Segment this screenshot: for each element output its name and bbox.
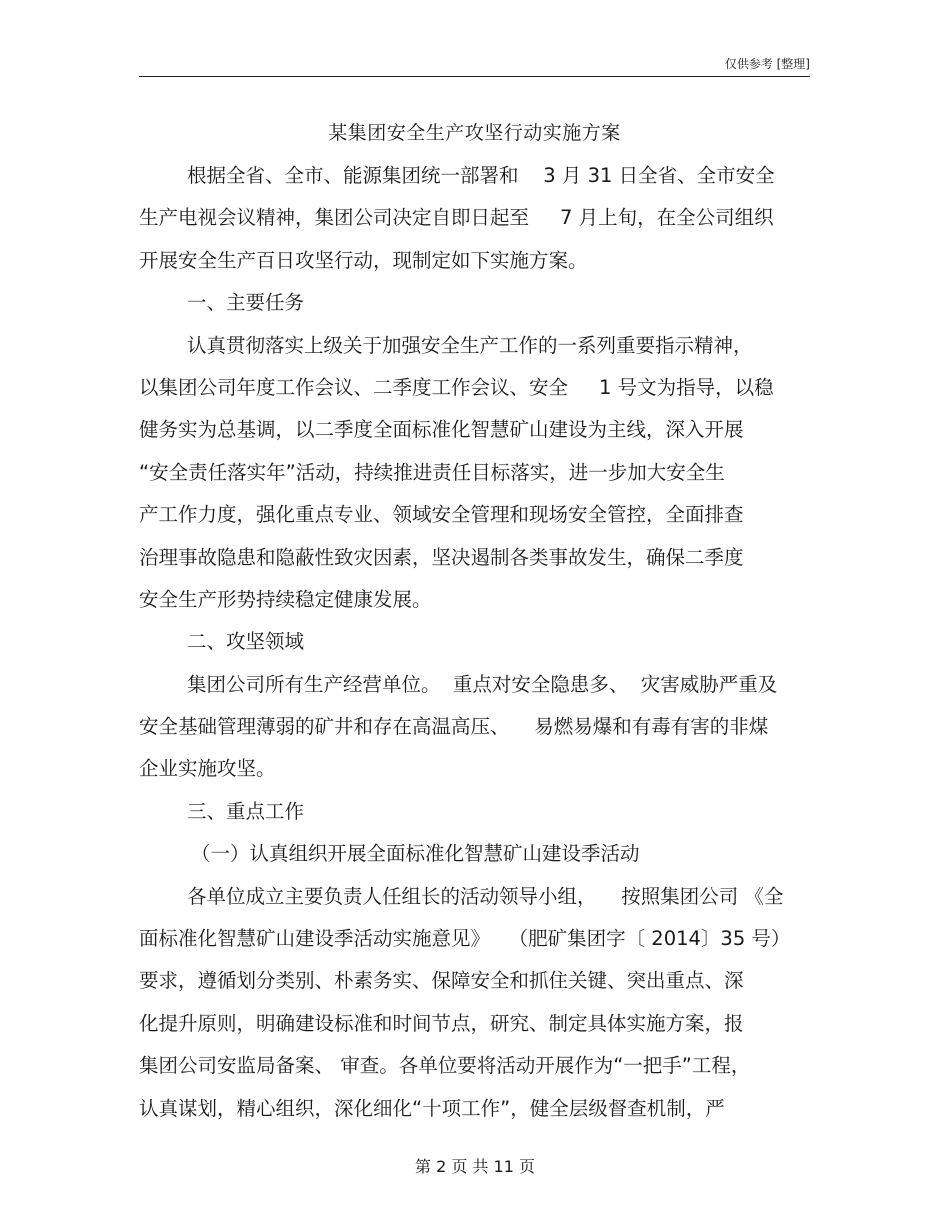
section-heading: 一、主要任务 [187,291,305,315]
text-line: 认真贯彻落实上级关于加强安全生产工作的一系列重要指示精神， [187,333,753,357]
text-line: “安全责任落实年”活动，持续推进责任目标落实，进一步加大安全生 [139,460,725,484]
document-title: 某集团安全生产攻坚行动实施方案 [328,122,621,144]
text-line: 生产电视会议精神，集团公司决定自即日起至 7 月上旬，在全公司组织 [139,206,774,230]
text-line: 面标准化智慧矿山建设季活动实施意见》 （肥矿集团字〔 2014〕35 号） [139,927,791,951]
header-rule [139,76,810,77]
text-line: 安全生产形势持续稳定健康发展。 [139,587,432,611]
text-line: 企业实施攻坚。 [139,757,276,781]
text-line: 治理事故隐患和隐蔽性致灾因素，坚决遏制各类事故发生，确保二季度 [139,545,744,569]
text-line: 各单位成立主要负责人任组长的活动领导小组， 按照集团公司 《全 [187,884,784,908]
text-line: 化提升原则，明确建设标准和时间节点，研究、制定具体实施方案，报 [139,1011,744,1035]
text-line: 开展安全生产百日攻坚行动，现制定如下实施方案。 [139,248,588,272]
text-line: 安全基础管理薄弱的矿井和存在高温高压、 易燃易爆和有毒有害的非煤 [139,715,769,739]
section-heading: 二、攻坚领域 [187,630,305,654]
text-line: 以集团公司年度工作会议、二季度工作会议、安全 1 号文为指导，以稳 [139,375,774,399]
text-line: 认真谋划，精心组织，深化细化“十项工作”，健全层级督查机制，严 [139,1096,725,1120]
text-line: 产工作力度，强化重点专业、领域安全管理和现场安全管控，全面排查 [139,503,744,527]
text-line: 根据全省、全市、能源集团统一部署和 3 月 31 日全省、全市安全 [187,164,775,187]
page-footer: 第 2 页 共 11 页 [415,1157,535,1176]
text-line: 集团公司所有生产经营单位。 重点对安全隐患多、 灾害威胁严重及 [187,672,778,696]
header-note: 仅供参考 [整理] [724,57,810,71]
text-line: 集团公司安监局备案、 审查。各单位要将活动开展作为“一把手”工程， [139,1054,751,1078]
section-heading: 三、重点工作 [187,799,305,823]
text-line: 要求，遵循划分类别、朴素务实、保障安全和抓住关键、突出重点、深 [139,969,744,993]
subsection-heading: （一）认真组织开展全面标准化智慧矿山建设季活动 [191,842,640,866]
text-line: 健务实为总基调，以二季度全面标准化智慧矿山建设为主线，深入开展 [139,418,744,442]
document-body [139,155,819,1130]
